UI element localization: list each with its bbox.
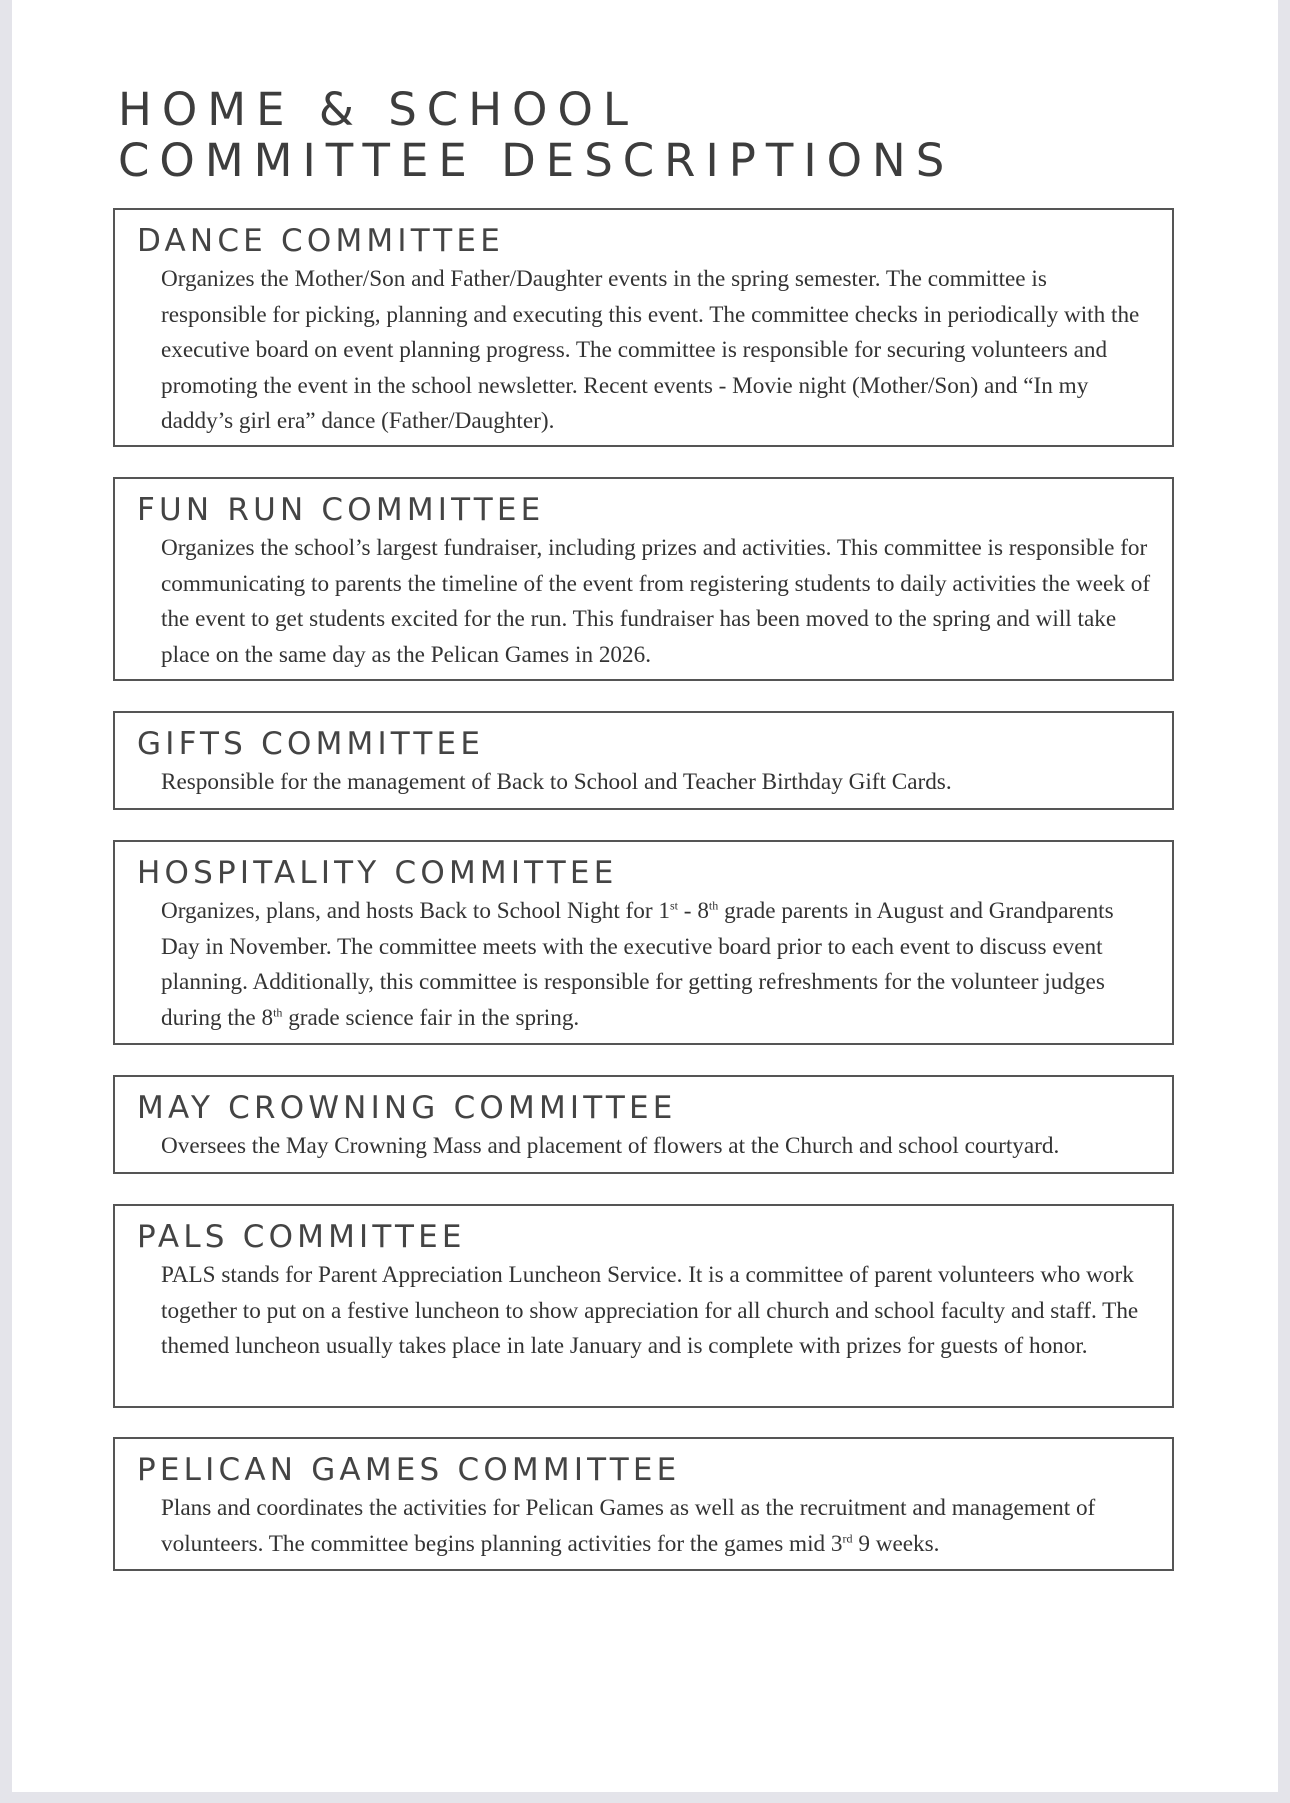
committee-description-pelican-games: Plans and coordinates the activities for Pelican Games as well as the recruitment and management of volunteers. The committee begins planning activities for the games mid 3rd 9 weeks. xyxy=(161,1495,1096,1557)
committee-title-may-crowning: MAY CROWNING COMMITTEE xyxy=(137,1090,677,1126)
committee-title-fun-run: FUN RUN COMMITTEE xyxy=(137,492,545,528)
document-title-line-2: COMMITTEE DESCRIPTIONS xyxy=(118,134,955,187)
document-title xyxy=(118,84,954,186)
committee-title-gifts: GIFTS COMMITTEE xyxy=(137,726,485,762)
committee-description-hospitality: Organizes, plans, and hosts Back to School Night for 1st - 8th grade parents in August and Grandparents Day in November. The committee meets with the executive board prior to each event to discuss event planning. Additionally, this committee is responsible for getting refreshments for the volunteer judges during the 8th grade science fair in the spring. xyxy=(161,898,1114,1031)
committee-description-may-crowning: Oversees the May Crowning Mass and placement of flowers at the Church and school courtyard. xyxy=(161,1133,1060,1159)
committee-box-hospitality xyxy=(113,840,1174,1045)
committee-description-gifts: Responsible for the management of Back to School and Teacher Birthday Gift Cards. xyxy=(161,769,952,795)
committee-title-dance: DANCE COMMITTEE xyxy=(137,223,504,259)
committee-title-pelican-games: PELICAN GAMES COMMITTEE xyxy=(137,1452,681,1488)
committee-box-pelican-games xyxy=(113,1437,1174,1571)
committee-description-pals: PALS stands for Parent Appreciation Luncheon Service. It is a committee of parent volunteers who work together to put on a festive luncheon to show appreciation for all church and school faculty and staff. The themed luncheon usually takes place in late January and is complete with prizes for guests of honor. xyxy=(161,1262,1139,1359)
committee-box-fun-run xyxy=(113,477,1174,681)
committee-box-dance xyxy=(113,208,1174,447)
document-title-line-1: HOME & SCHOOL xyxy=(118,83,638,136)
document-page xyxy=(12,0,1278,1792)
committee-title-pals: PALS COMMITTEE xyxy=(137,1219,466,1255)
committee-title-hospitality: HOSPITALITY COMMITTEE xyxy=(137,855,618,891)
committee-box-gifts xyxy=(113,711,1174,810)
committee-box-pals xyxy=(113,1204,1174,1408)
committee-description-fun-run: Organizes the school’s largest fundraiser, including prizes and activities. This committee is responsible for communicating to parents the timeline of the event from registering students to daily activities the week of the event to get students excited for the run. This fundraiser has been moved to the spring and will take place on the same day as the Pelican Games in 2026. xyxy=(161,535,1151,668)
committee-box-may-crowning xyxy=(113,1075,1174,1174)
committee-description-dance: Organizes the Mother/Son and Father/Daughter events in the spring semester. The committee is responsible for picking, planning and executing this event. The committee checks in periodically with the executive board on event planning progress. The committee is responsible for securing volunteers and promoting the event in the school newsletter. Recent events - Movie night (Mother/Son) and “In my daddy’s girl era” dance (Father/Daughter). xyxy=(161,266,1140,434)
